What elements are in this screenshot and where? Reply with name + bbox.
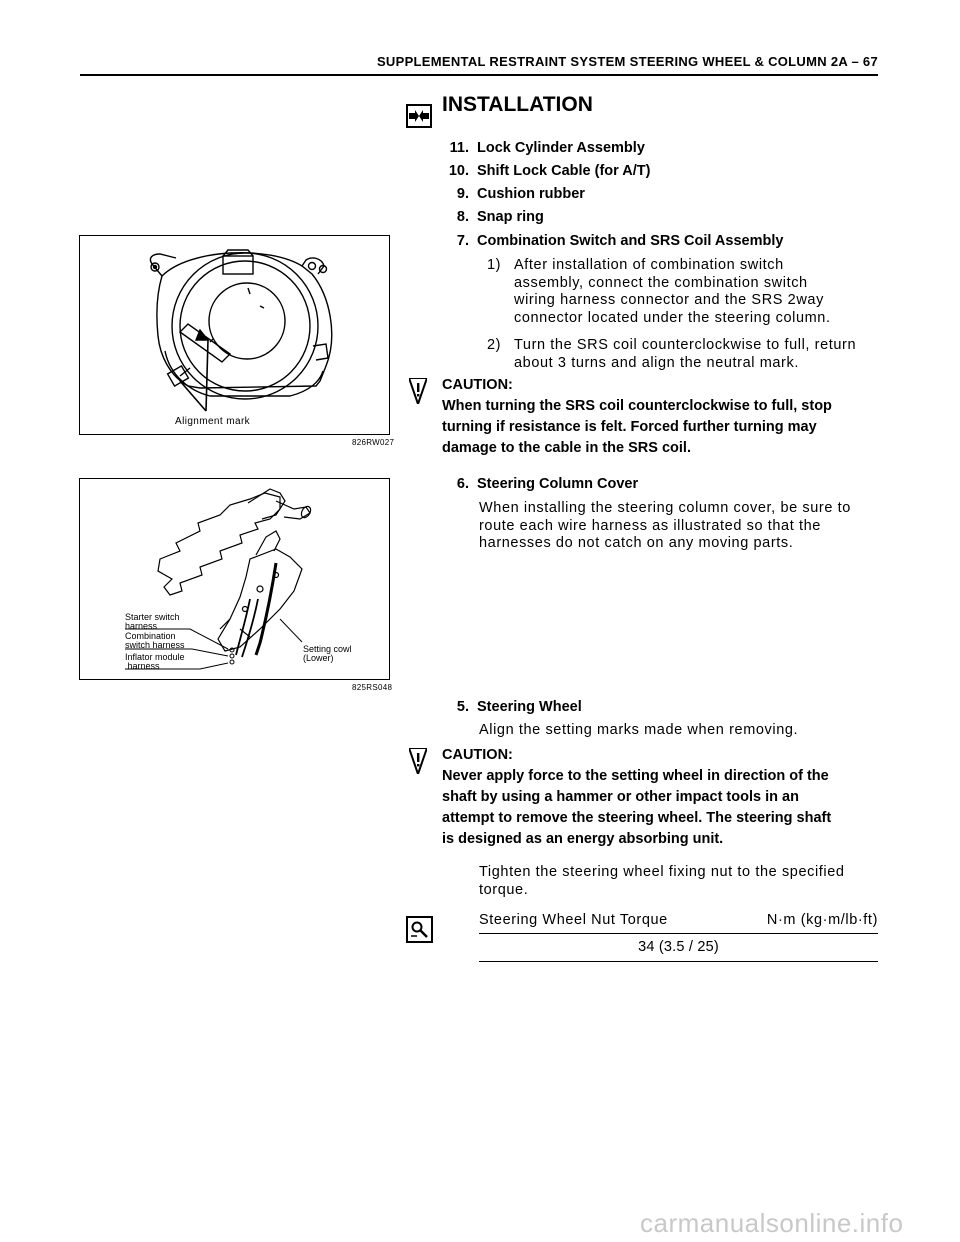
text-line: wiring harness connector and the SRS 2way [514,292,824,308]
torque-header-label: Steering Wheel Nut Torque [479,912,668,928]
step-item [441,476,638,492]
torque-value: 34 (3.5 / 25) [638,939,719,955]
text-line: Turn the SRS coil counterclockwise to full, return [514,337,857,353]
step-item [441,233,783,249]
torque-header-unit: N·m (kg·m/lb·ft) [766,912,878,928]
text-line: When turning the SRS coil counterclockwise to full, stop [442,398,832,414]
step-number: 6. [456,476,469,492]
caution-title: CAUTION: [442,377,513,393]
step-item [441,699,582,715]
step-description: Align the setting marks made when removing. [479,722,799,738]
figure-label-combination-switch [125,632,185,650]
tighten-text [479,864,845,899]
step-number: 7. [456,233,469,249]
step-number: 9. [456,186,469,202]
step-label: Shift Lock Cable (for A/T) [477,163,651,179]
step-number: 10. [448,163,469,179]
text-line: torque. [479,881,529,898]
figure-code: 825RS048 [352,683,393,692]
footer-watermark: carmanualsonline.info [640,1208,904,1238]
step-number: 8. [456,209,469,225]
srs-coil-illustration [80,236,389,434]
text-line: shaft by using a hammer or other impact tools in an [442,789,799,805]
caution-icon [409,378,427,404]
text-line: harness [125,661,160,671]
page-header: SUPPLEMENTAL RESTRAINT SYSTEM STEERING WHEEL & COLUMN 2A – 67 [376,54,878,69]
caution-block [442,375,832,459]
figure-code: 826RW027 [352,438,395,447]
figure-srs-coil [79,235,390,435]
text-line: switch harness [125,640,185,650]
text-line: After installation of combination switch [514,257,784,273]
text-line: turning if resistance is felt. Forced further turning may [442,419,817,435]
figure-label-alignment-mark: Alignment mark [175,416,251,427]
substep-text [514,337,856,372]
installation-arrows-icon [406,104,432,128]
text-line: Setting cowl [303,644,352,654]
caution-title: CAUTION: [442,747,513,763]
step-number: 11. [449,140,469,156]
text-line: is designed as an energy absorbing unit. [442,831,724,847]
step-item [441,209,544,225]
substep-number: 2) [487,337,502,353]
text-line: attempt to remove the steering wheel. The steering shaft [442,810,832,826]
text-line: route each wire harness as illustrated so that the [479,517,821,534]
step-label: Snap ring [477,209,544,225]
caution-block [442,745,831,850]
step-label: Lock Cylinder Assembly [477,140,645,156]
step-item [441,140,645,156]
step-label: Steering Wheel [477,699,582,715]
step-label: Combination Switch and SRS Coil Assembly [477,233,784,249]
text-line: When installing the steering column cover, be sure to [479,500,851,516]
figure-column-cover [79,478,390,680]
step-number: 5. [456,699,469,715]
section-title: INSTALLATION [442,93,593,116]
text-line: harnesses do not catch on any moving parts. [479,535,794,551]
caution-icon [409,748,427,774]
table-rule-bottom [479,961,878,962]
text-line: assembly, connect the combination switch [514,274,808,291]
table-rule-top [479,933,878,934]
text-line: connector located under the steering column. [514,309,831,326]
substep-text [514,257,831,327]
text-line: (Lower) [303,653,334,663]
text-line: about 3 turns and align the neutral mark. [514,354,799,371]
text-line: Combination [125,631,176,641]
figure-label-inflator-module [125,653,185,671]
figure-label-setting-cowl [303,645,352,663]
step-description [479,500,851,553]
text-line: Inflator module [125,652,185,662]
substep-number: 1) [487,257,502,273]
header-rule [80,74,878,76]
step-item [441,186,585,202]
text-line: Starter switch [125,612,180,622]
text-line: Never apply force to the setting wheel in direction of the [442,768,829,784]
step-label: Cushion rubber [477,186,585,202]
step-item [441,163,650,179]
figure-label-starter-switch [125,613,180,631]
torque-wrench-icon [406,916,433,943]
text-line: damage to the cable in the SRS coil. [442,440,691,456]
text-line: Tighten the steering wheel fixing nut to the specified [479,864,845,880]
text-line: harness [125,621,158,631]
step-label: Steering Column Cover [477,476,639,492]
